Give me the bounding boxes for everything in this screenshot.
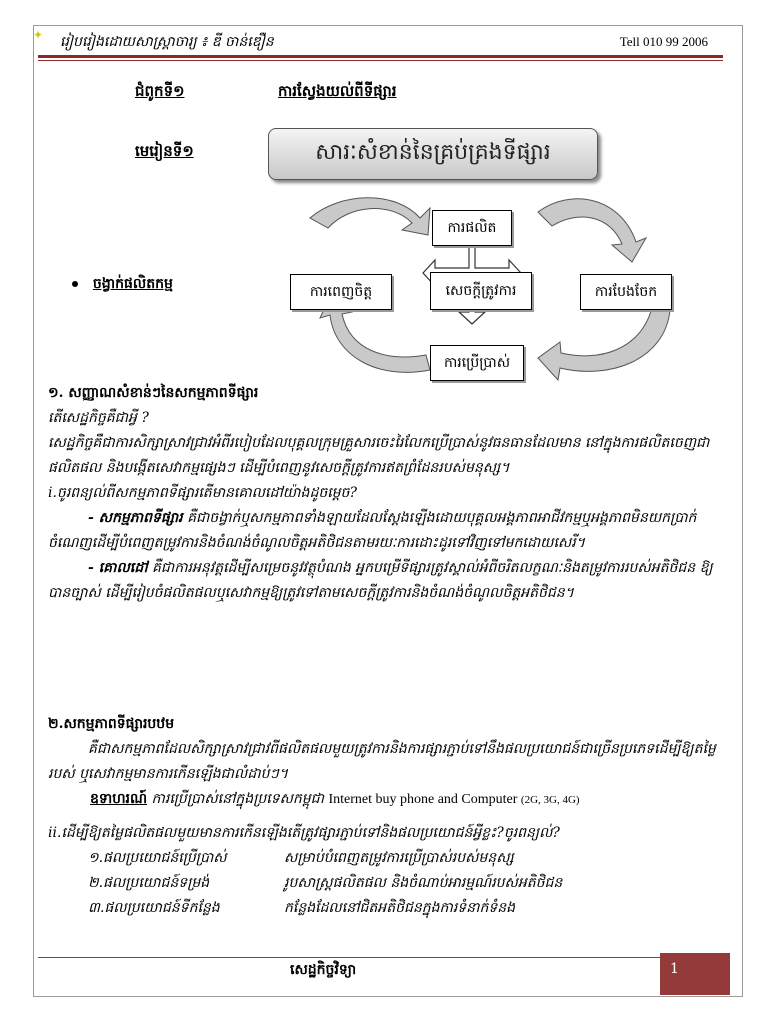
section1-heading: ១. សញ្ញាណសំខាន់ៗនៃសកម្មភាពទីផ្សារ [48, 385, 259, 401]
footer-rule [38, 957, 660, 958]
header-rule [38, 55, 723, 58]
section2 [48, 712, 728, 921]
header-rule-thin [38, 60, 723, 61]
goal-term: - គោលដៅ [88, 560, 148, 576]
chapter-label: ជំពូកទី១ [135, 82, 185, 100]
section1-subquestion: i.ចូរពន្យល់ពីសកម្មភាពទីផ្សារតើមានគោលដៅយ៉ាងដូចម្តេច? [48, 485, 357, 501]
lesson-title-banner [268, 128, 598, 180]
example-label: ឧទាហរណ៍ [90, 791, 148, 807]
lesson-title: សារៈសំខាន់នៃគ្រប់គ្រងទីផ្សារ [315, 140, 551, 165]
benefit-description: កន្លែងដែលនៅជិតអតិថិជនក្នុងការទំនាក់ទំនង [284, 900, 516, 916]
page-number: 1 [670, 961, 679, 977]
section2-body: គឺជាសកម្មភាពដែលសិក្សាស្រាវជ្រាវពីផលិតផលមួយត្រូវការនិងការផ្សារភ្ជាប់ទៅនឹងផលប្រយោជន៍ជាច្រើនប្រភេទដើម្បីឱ្យតម្លៃរបស់ ឬសេវាកម្មមានការកើនឡើងជាលំដាប់ៗ។ [48, 741, 716, 782]
chapter-title: ការស្វែងយល់ពីទីផ្សារ [278, 82, 397, 100]
section1-definition: សេដ្ឋកិច្ចគឺជាការសិក្សាស្រាវជ្រាវអំពីរបៀបដែលបុគ្គលក្រុមគ្រួសារចេះរៃលែកប្រើប្រាស់នូវធនធានដែលមាន នៅក្នុងការផលិតចេញជាផលិតផល និងបង្កើតសេវាកម្មផ្សេងៗ ដើម្បីបំពេញនូវសេចក្តីត្រូវការឥតព្រំដែនរបស់មនុស្ស។ [48, 435, 710, 476]
curve-arrow-top-right [538, 199, 646, 262]
market-cycle-diagram [280, 190, 710, 390]
bullet-text: ចង្វាក់ផលិតកម្ម [92, 276, 173, 292]
corner-ornament-icon: ✦ [33, 28, 44, 42]
page-number-box [660, 953, 730, 995]
lesson-label: មេរៀនទី១ [135, 142, 194, 160]
benefit-row [88, 846, 728, 871]
goal-definition: - គោលដៅ គឺជាការអនុវត្តដើម្បីសម្រេចនូវវត្ថុបំណង អ្នកបម្រើទីផ្សារត្រូវស្គាល់អំពីចរិតលក្ខណៈនិងតម្រូវការរបស់អតិថិជន ឱ្យបានច្បាស់ ដើម្បីរៀបចំផលិតផលឬសេវាកម្មឱ្យត្រូវទៅតាមសេចក្តីត្រូវការនិងចំណង់ចំណូលចិត្តអតិថិជន។ [48, 560, 713, 601]
box-needs: សេចក្តីត្រូវការ [430, 272, 532, 310]
curve-arrow-bottom-right [538, 308, 670, 380]
bullet-production-cycle [72, 274, 173, 295]
section1 [48, 381, 728, 606]
box-production: ការផលិត [432, 210, 512, 246]
benefit-description: សម្រាប់បំពេញតម្រូវការប្រើប្រាស់របស់មនុស្ស [284, 850, 514, 866]
benefit-name: ៣.ផលប្រយោជន៍ទីកន្លែង [88, 900, 220, 916]
section1-question: តើសេដ្ឋកិច្ចគឺជាអ្វី ? [48, 410, 149, 426]
footer-subject: សេដ្ឋកិច្ចវិទ្យា [290, 962, 357, 978]
section2-heading: ២.សកម្មភាពទីផ្សារបឋម [48, 716, 175, 732]
box-consumption: ការប្រើប្រាស់ [430, 345, 524, 381]
example-line: ឧទាហរណ៍ ការប្រើប្រាស់នៅក្នុងប្រទេសកម្ពុជា Internet buy phone and Computer (2G, 3G, 4G) [90, 791, 580, 807]
marketing-term: - សកម្មភាពទីផ្សារ [88, 510, 183, 526]
section2-subquestion: ii.ដើម្បីឱ្យតម្លៃផលិតផលមួយមានការកើនឡើងតើត្រូវផ្សារភ្ជាប់ទៅនិងផលប្រយោជន៍អ្វីខ្លះ?ចូរពន្យល់? [48, 825, 560, 841]
benefit-row [88, 871, 728, 896]
author-line: រៀបរៀងដោយសាស្ត្រាចារ្យ ៖ ឌី ចាន់ឌឿន [60, 34, 274, 50]
benefit-name: ២.ផលប្រយោជន៍ទម្រង់ [88, 875, 210, 891]
benefit-list [48, 846, 728, 921]
curve-arrow-top-left [310, 198, 430, 235]
benefit-row [88, 896, 728, 921]
box-distribution: ការបែងចែក [580, 274, 672, 310]
benefit-name: ១.ផលប្រយោជន៍ប្រើប្រាស់ [88, 850, 227, 866]
phone-number: Tell 010 99 2006 [619, 34, 708, 49]
bullet-dot-icon [72, 281, 78, 287]
benefit-description: រូបសាស្ត្រផលិតផល និងចំណាប់អារម្មណ៍របស់អតិថិជន [284, 875, 563, 891]
box-satisfaction: ការពេញចិត្ត [290, 274, 392, 310]
marketing-definition: - សកម្មភាពទីផ្សារ គឺជាចង្វាក់ឬសកម្មភាពទាំងឡាយដែលស្តែងឡើងដោយបុគ្គលអង្គភាពអាជីវកម្មឬអង្គភាពមិនយកប្រាក់ចំណេញដើម្បីបំពេញតម្រូវការនិងចំណង់ចំណូលចិត្តអតិថិជនតាមរយៈការដោះដូរទៅវិញទៅមកដោយសេរី។ [48, 510, 697, 551]
